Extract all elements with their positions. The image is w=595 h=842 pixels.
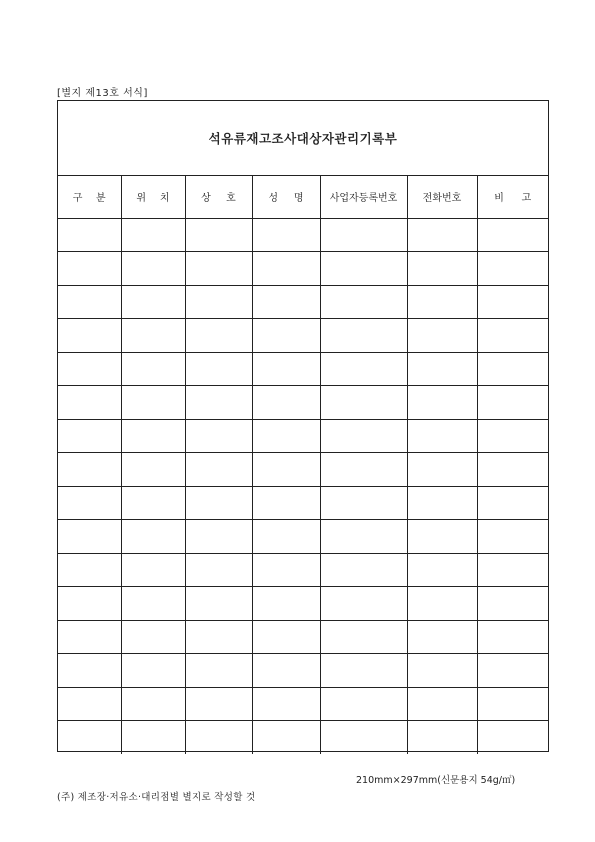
table-row [58, 486, 548, 520]
table-cell[interactable] [407, 386, 477, 420]
table-cell[interactable] [252, 319, 320, 353]
record-form [57, 100, 549, 752]
table-row [58, 218, 548, 252]
table-cell[interactable] [252, 252, 320, 286]
table-cell[interactable] [58, 386, 121, 420]
table-cell[interactable] [185, 218, 252, 252]
table-cell[interactable] [121, 218, 185, 252]
record-table [58, 176, 548, 754]
table-cell[interactable] [252, 654, 320, 688]
form-number-label: [별지 제13호 서식] [57, 88, 148, 99]
table-cell[interactable] [185, 687, 252, 721]
table-row [58, 620, 548, 654]
table-cell[interactable] [185, 352, 252, 386]
table-cell[interactable] [185, 620, 252, 654]
table-cell[interactable] [185, 654, 252, 688]
table-cell[interactable] [121, 319, 185, 353]
table-row [58, 520, 548, 554]
column-header-label: 전화번호 [422, 193, 462, 205]
table-row [58, 721, 548, 755]
table-row [58, 285, 548, 319]
table-cell[interactable] [407, 587, 477, 621]
table-cell[interactable] [320, 520, 407, 554]
table-cell[interactable] [477, 453, 548, 487]
table-cell[interactable] [58, 419, 121, 453]
table-cell[interactable] [320, 587, 407, 621]
table-cell[interactable] [185, 721, 252, 755]
table-cell[interactable] [477, 520, 548, 554]
header-row [58, 176, 548, 218]
table-cell[interactable] [185, 486, 252, 520]
table-cell[interactable] [407, 520, 477, 554]
table-cell[interactable] [477, 352, 548, 386]
table-cell[interactable] [58, 587, 121, 621]
table-cell[interactable] [58, 620, 121, 654]
table-cell[interactable] [252, 419, 320, 453]
table-cell[interactable] [185, 453, 252, 487]
table-cell[interactable] [185, 386, 252, 420]
table-cell[interactable] [407, 453, 477, 487]
table-cell[interactable] [121, 654, 185, 688]
table-cell[interactable] [58, 285, 121, 319]
table-cell[interactable] [121, 687, 185, 721]
table-cell[interactable] [58, 486, 121, 520]
table-cell[interactable] [407, 419, 477, 453]
column-header-label: 구 분 [72, 193, 106, 205]
table-cell[interactable] [477, 386, 548, 420]
table-cell[interactable] [58, 218, 121, 252]
column-header [252, 176, 320, 218]
table-cell[interactable] [121, 453, 185, 487]
table-row [58, 419, 548, 453]
column-header [477, 176, 548, 218]
column-header [407, 176, 477, 218]
table-cell[interactable] [477, 319, 548, 353]
paper-size-note: 210mm×297mm(신문용지 54g/㎡) [356, 775, 516, 786]
table-row [58, 553, 548, 587]
table-cell[interactable] [121, 252, 185, 286]
table-cell[interactable] [58, 252, 121, 286]
table-row [58, 319, 548, 353]
table-cell[interactable] [58, 687, 121, 721]
table-cell[interactable] [252, 453, 320, 487]
column-header [121, 176, 185, 218]
table-cell[interactable] [407, 252, 477, 286]
column-header-label: 비 고 [494, 193, 532, 205]
table-cell[interactable] [252, 352, 320, 386]
table-row [58, 386, 548, 420]
table-cell[interactable] [252, 486, 320, 520]
table-cell[interactable] [185, 319, 252, 353]
table-cell[interactable] [407, 285, 477, 319]
table-cell[interactable] [185, 553, 252, 587]
table-cell[interactable] [407, 319, 477, 353]
table-cell[interactable] [477, 654, 548, 688]
table-cell[interactable] [121, 520, 185, 554]
table-cell[interactable] [121, 419, 185, 453]
table-cell[interactable] [477, 419, 548, 453]
table-cell[interactable] [121, 553, 185, 587]
table-cell[interactable] [252, 721, 320, 755]
table-cell[interactable] [320, 285, 407, 319]
table-cell[interactable] [121, 721, 185, 755]
table-cell[interactable] [477, 587, 548, 621]
form-title: 석유류재고조사대상자관리기록부 [208, 131, 398, 146]
table-cell[interactable] [477, 218, 548, 252]
table-cell[interactable] [477, 486, 548, 520]
table-cell[interactable] [477, 687, 548, 721]
table-cell[interactable] [252, 553, 320, 587]
table-row [58, 252, 548, 286]
table-cell[interactable] [185, 419, 252, 453]
table-cell[interactable] [477, 285, 548, 319]
table-cell[interactable] [121, 352, 185, 386]
table-cell[interactable] [320, 453, 407, 487]
table-cell[interactable] [185, 520, 252, 554]
table-cell[interactable] [477, 721, 548, 755]
table-cell[interactable] [320, 486, 407, 520]
table-cell[interactable] [407, 553, 477, 587]
table-cell[interactable] [121, 285, 185, 319]
table-cell[interactable] [252, 218, 320, 252]
table-cell[interactable] [252, 386, 320, 420]
table-cell[interactable] [121, 587, 185, 621]
table-row [58, 352, 548, 386]
table-cell[interactable] [477, 252, 548, 286]
table-row [58, 654, 548, 688]
column-header-label: 위 치 [136, 193, 170, 205]
table-cell[interactable] [252, 520, 320, 554]
title-area [58, 101, 548, 176]
table-cell[interactable] [58, 319, 121, 353]
table-cell[interactable] [320, 218, 407, 252]
table-cell[interactable] [320, 721, 407, 755]
table-cell[interactable] [407, 218, 477, 252]
table-cell[interactable] [252, 687, 320, 721]
table-cell[interactable] [320, 352, 407, 386]
table-cell[interactable] [252, 620, 320, 654]
column-header-label: 사업자등록번호 [329, 193, 398, 205]
table-row [58, 587, 548, 621]
column-header [320, 176, 407, 218]
table-cell[interactable] [185, 285, 252, 319]
table-cell[interactable] [320, 252, 407, 286]
table-cell[interactable] [58, 453, 121, 487]
table-cell[interactable] [58, 520, 121, 554]
table-cell[interactable] [407, 654, 477, 688]
table-cell[interactable] [320, 553, 407, 587]
column-header [185, 176, 252, 218]
table-cell[interactable] [407, 352, 477, 386]
table-cell[interactable] [407, 687, 477, 721]
footnote: (주) 제조장·저유소·대리점별 별지로 작성할 것 [57, 792, 256, 803]
table-row [58, 687, 548, 721]
table-body [58, 218, 548, 754]
table-cell[interactable] [320, 687, 407, 721]
table-cell[interactable] [320, 319, 407, 353]
table-cell[interactable] [252, 587, 320, 621]
column-header [58, 176, 121, 218]
table-cell[interactable] [58, 654, 121, 688]
table-cell[interactable] [58, 352, 121, 386]
table-cell[interactable] [320, 419, 407, 453]
table-cell[interactable] [121, 620, 185, 654]
column-header-label: 성 명 [268, 193, 304, 205]
table-cell[interactable] [320, 654, 407, 688]
column-header-label: 상 호 [201, 193, 236, 205]
table-cell[interactable] [320, 620, 407, 654]
table-cell[interactable] [58, 553, 121, 587]
table-cell[interactable] [320, 386, 407, 420]
table-cell[interactable] [121, 386, 185, 420]
table-cell[interactable] [121, 486, 185, 520]
table-cell[interactable] [185, 252, 252, 286]
table-cell[interactable] [185, 587, 252, 621]
table-cell[interactable] [407, 620, 477, 654]
table-cell[interactable] [477, 620, 548, 654]
table-cell[interactable] [407, 721, 477, 755]
table-cell[interactable] [252, 285, 320, 319]
table-cell[interactable] [58, 721, 121, 755]
table-cell[interactable] [407, 486, 477, 520]
table-cell[interactable] [477, 553, 548, 587]
table-row [58, 453, 548, 487]
